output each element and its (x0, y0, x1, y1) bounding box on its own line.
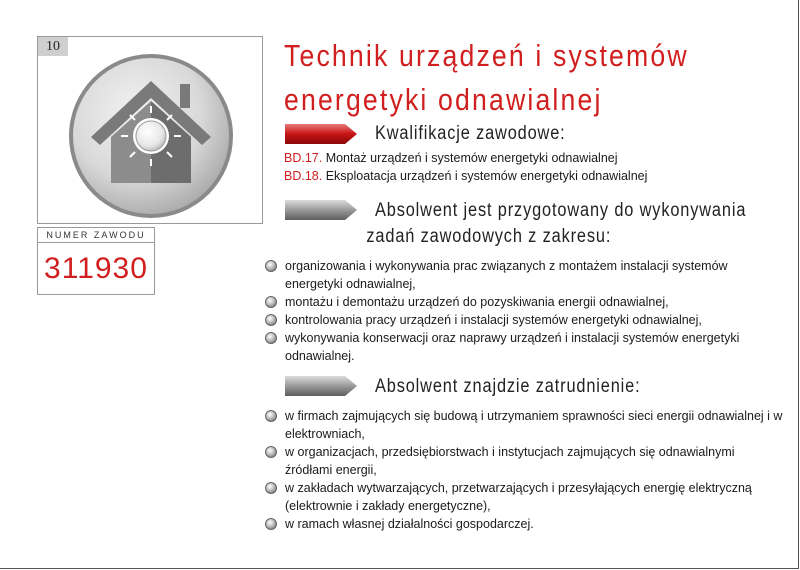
title-line: energetyki odnawialnej (284, 82, 603, 117)
grey-bullet-icon (265, 410, 277, 422)
list-item-text: w firmach zajmujących się budową i utrzymaniem sprawności sieci energii odnawialnej i w elektrowniach, (285, 409, 783, 441)
list-item (265, 311, 785, 329)
grey-bullet-icon (265, 296, 277, 308)
tasks-heading (366, 198, 747, 250)
arrow-right-icon (285, 376, 357, 396)
employment-list (265, 407, 785, 533)
list-item-text: organizowania i wykonywania prac związanych z montażem instalacji systemów energetyki odnawialnej, (285, 259, 728, 291)
qualification-item (284, 149, 618, 167)
title-line: Technik urządzeń i systemów (284, 38, 689, 73)
tasks-heading-line: Absolwent jest przygotowany do wykonywania (375, 200, 747, 221)
list-item-text: montażu i demontażu urządzeń do pozyskiwania energii odnawialnej, (285, 295, 669, 309)
list-item (265, 329, 785, 365)
list-item (265, 443, 785, 479)
qualification-text: Eksploatacja urządzeń i systemów energetyki odnawialnej (322, 169, 648, 183)
tasks-heading-line: zadań zawodowych z zakresu: (366, 226, 612, 247)
grey-bullet-icon (265, 518, 277, 530)
qualification-code: BD.18. (284, 169, 323, 183)
tasks-list (265, 257, 785, 365)
employment-heading: Absolwent znajdzie zatrudnienie: (375, 376, 641, 397)
grey-bullet-icon (265, 332, 277, 344)
page-number: 10 (38, 37, 68, 56)
list-item (265, 293, 785, 311)
qualification-item (284, 167, 647, 185)
grey-bullet-icon (265, 446, 277, 458)
profession-number-label: NUMER ZAWODU (37, 227, 155, 243)
list-item-text: w ramach własnej działalności gospodarczej. (285, 517, 534, 531)
page-title (284, 34, 714, 122)
arrow-right-icon (285, 200, 357, 220)
list-item-text: w organizacjach, przedsiębiorstwach i instytucjach zajmujących się odnawialnymi źródłami energii, (285, 445, 735, 477)
list-item (265, 479, 785, 515)
list-item (265, 257, 785, 293)
list-item-text: kontrolowania pracy urządzeń i instalacji systemów energetyki odnawialnej, (285, 313, 702, 327)
grey-bullet-icon (265, 260, 277, 272)
qualification-code: BD.17. (284, 151, 323, 165)
list-item-text: w zakładach wytwarzających, przetwarzających i przesyłających energię elektryczną (elektrownie i zakłady energetyczne), (285, 481, 752, 513)
qualifications-heading: Kwalifikacje zawodowe: (375, 123, 566, 144)
grey-bullet-icon (265, 482, 277, 494)
list-item (265, 407, 785, 443)
qualification-text: Montaż urządzeń i systemów energetyki odnawialnej (322, 151, 618, 165)
list-item-text: wykonywania konserwacji oraz naprawy urządzeń i instalacji systemów energetyki odnawialnej. (285, 331, 740, 363)
arrow-right-icon (285, 124, 357, 144)
list-item (265, 515, 785, 533)
profession-number: 311930 (37, 243, 155, 295)
grey-bullet-icon (265, 314, 277, 326)
house-with-sun-icon (66, 51, 236, 221)
